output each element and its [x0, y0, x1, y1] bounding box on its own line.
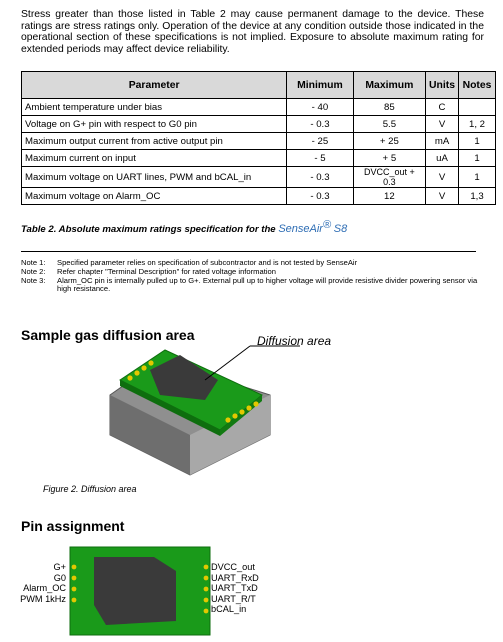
note-key: Note 1:	[21, 258, 46, 267]
note-key: Note 3:	[21, 275, 46, 285]
cell-notes	[459, 99, 496, 116]
pin-label: UART_RxD	[211, 572, 259, 583]
figure-caption: Figure 2. Diffusion area	[43, 484, 137, 494]
pin-label: Alarm_OC	[23, 583, 66, 594]
cell-units: mA	[426, 133, 459, 150]
note-text: Specified parameter relies on specification of subcontractor and is not tested by SenseAir	[57, 258, 358, 267]
table-row	[22, 188, 496, 205]
cell-minimum: - 5	[287, 150, 353, 167]
cell-minimum: - 0.3	[287, 116, 353, 133]
table-header-row	[22, 72, 496, 99]
ratings-table	[21, 71, 496, 205]
section-heading-diffusion: Sample gas diffusion area	[21, 327, 195, 343]
pin-label: PWM 1kHz	[20, 593, 66, 604]
table-row	[22, 99, 496, 116]
table-row	[22, 167, 496, 188]
col-header-maximum: Maximum	[353, 72, 425, 99]
cell-units: C	[426, 99, 459, 116]
cell-parameter: Maximum voltage on Alarm_OC	[22, 188, 287, 205]
cell-units: V	[426, 116, 459, 133]
pin-label: UART_R/T	[211, 593, 256, 604]
note-key: Note 2:	[21, 266, 46, 276]
cell-maximum: DVCC_out + 0.3	[353, 167, 425, 188]
cell-minimum: - 0.3	[287, 188, 353, 205]
section-heading-pins: Pin assignment	[21, 518, 125, 534]
cell-units: V	[426, 188, 459, 205]
intro-paragraph: Stress greater than those listed in Table 2 may cause permanent damage to the device. These ratings are stress ratings only. Operation of the device at any condition outside those indicated in the operational section of these specifications is not implied. Exposure to absolute maximum rating for extended periods may affect device reliability.	[21, 9, 484, 55]
col-header-minimum: Minimum	[287, 72, 353, 99]
note-text: Refer chapter "Terminal Description" for rated voltage information	[57, 266, 276, 276]
cell-parameter: Maximum voltage on UART lines, PWM and bCAL_in	[22, 167, 287, 188]
caption-brand: SenseAir	[278, 223, 323, 236]
cell-minimum: - 25	[287, 133, 353, 150]
notes-divider	[21, 251, 476, 252]
table-caption	[21, 219, 347, 235]
cell-parameter: Ambient temperature under bias	[22, 99, 287, 116]
table-row	[22, 133, 496, 150]
cell-minimum: - 0.3	[287, 167, 353, 188]
col-header-notes: Notes	[459, 72, 496, 99]
cell-units: uA	[426, 150, 459, 167]
sensor-3d-illustration	[100, 340, 300, 480]
cell-maximum: 12	[353, 188, 425, 205]
pin-label: G0	[53, 572, 66, 583]
cell-notes: 1	[459, 150, 496, 167]
cell-parameter: Voltage on G+ pin with respect to G0 pin	[22, 116, 287, 133]
cell-maximum: + 5	[353, 150, 425, 167]
cell-maximum: 5.5	[353, 116, 425, 133]
cell-parameter: Maximum current on input	[22, 150, 287, 167]
cell-maximum: 85	[353, 99, 425, 116]
col-header-units: Units	[426, 72, 459, 99]
pin-board-illustration	[66, 545, 214, 637]
pin-labels-left	[4, 562, 66, 604]
pin-label: bCAL_in	[211, 604, 247, 615]
pin-label: DVCC_out	[211, 562, 255, 572]
table-row	[22, 116, 496, 133]
cell-notes: 1	[459, 167, 496, 188]
pin-labels-right	[211, 562, 259, 615]
note-item	[21, 277, 491, 295]
notes-block	[21, 259, 491, 294]
cell-notes: 1	[459, 133, 496, 150]
diffusion-area-label: Diffusion area	[257, 334, 332, 348]
col-header-parameter: Parameter	[22, 72, 287, 99]
note-text: Alarm_OC pin is internally pulled up to G+. External pull up to higher voltage will provide resistive divider powering sensor via high resistance.	[57, 275, 478, 294]
cell-notes: 1,3	[459, 188, 496, 205]
cell-minimum: - 40	[287, 99, 353, 116]
pin-label: G+	[53, 562, 66, 572]
cell-parameter: Maximum output current from active output pin	[22, 133, 287, 150]
caption-registered-mark: ®	[322, 219, 332, 231]
caption-text: Table 2. Absolute maximum ratings specification for the	[21, 224, 276, 236]
table-row	[22, 150, 496, 167]
cell-notes: 1, 2	[459, 116, 496, 133]
caption-model: S8	[333, 223, 348, 236]
cell-maximum: + 25	[353, 133, 425, 150]
cell-units: V	[426, 167, 459, 188]
pin-label: UART_TxD	[211, 583, 258, 594]
